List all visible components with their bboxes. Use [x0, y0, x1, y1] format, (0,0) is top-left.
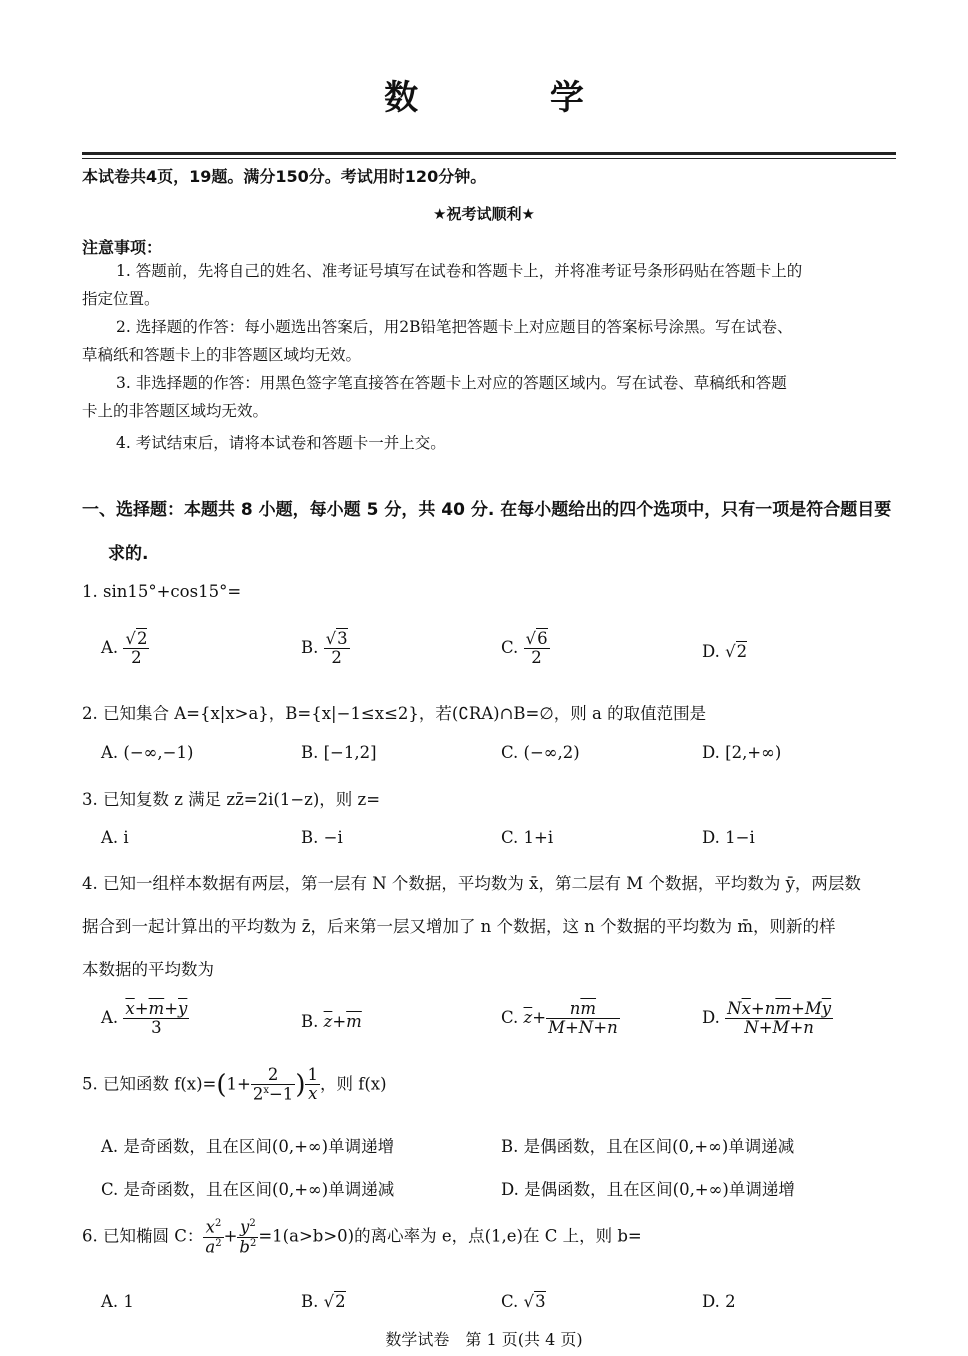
q6-stem-post: =1(a>b>0)的离心率为 e，点(1,e)在 C 上，则 b= [258, 1226, 642, 1246]
q4-option-d: D. $\frac{N\overline{x}+n\overline{m}+M\overline{y}}{N+M+n}$ [702, 999, 832, 1038]
q1-option-b: B. $\frac{√3}{2}$ [301, 629, 348, 668]
question-3-stem: 3. 已知复数 z 满足 zz̄=2i(1−z)，则 z= [82, 790, 381, 809]
option-label: C. [501, 1292, 519, 1311]
q3-option-a: A. i [101, 828, 129, 847]
q6-option-a: A. 1 [101, 1292, 134, 1311]
q1-option-a: A. $\frac{√2}{2}$ [101, 629, 148, 668]
q6-option-d: D. 2 [702, 1292, 736, 1311]
q3-option-d: D. 1−i [702, 828, 755, 847]
page-footer: 数学试卷 第 1 页(共 4 页) [385, 1330, 583, 1349]
q4-option-b: B. $\overline{z}+\overline{m}$ [301, 1012, 362, 1031]
question-4-line: 据合到一起计算出的平均数为 z̄，后来第一层又增加了 n 个数据，这 n 个数据的平均数为 m̄，则新的样 [82, 917, 836, 936]
notice-item: 1. 答题前，先将自己的姓名、准考证号填写在试卷和答题卡上，并将准考证号条形码贴在答题卡上的 [116, 262, 803, 280]
option-label: B. [301, 638, 319, 658]
notice-item: 指定位置。 [82, 290, 160, 308]
notice-item: 卡上的非答题区域均无效。 [82, 402, 269, 420]
q6-option-b: B. √2 [301, 1292, 346, 1311]
q2-option-d: D. [2,+∞) [702, 743, 782, 762]
q5-option-a: A. 是奇函数，且在区间(0,+∞)单调递增 [101, 1137, 395, 1156]
notice-item: 草稿纸和答题卡上的非答题区域均无效。 [82, 346, 362, 364]
q5-option-c: C. 是奇函数，且在区间(0,+∞)单调递减 [101, 1180, 395, 1199]
q1-option-d: D. √2 [702, 642, 748, 661]
question-6-stem: 6. 已知椭圆 C： $\frac{x^2}{a^2}$ + $\frac{y^2}{b^2}$ =1(a>b>0)的离心率为 e，点(1,e)在 C 上，则 b= [82, 1217, 642, 1257]
q4-option-c: C. $\overline{z}+$ $\frac{n\overline{m}}{M+N+n}$ [501, 999, 618, 1038]
q5-stem-post: ，则 f(x) [319, 1074, 387, 1094]
q5-option-b: B. 是偶函数，且在区间(0,+∞)单调递减 [501, 1137, 795, 1156]
section-heading-cont: 求的. [108, 544, 149, 564]
option-label: D. [702, 642, 720, 661]
q6-option-c: C. √3 [501, 1292, 546, 1311]
q2-option-b: B. [−1,2] [301, 743, 377, 762]
question-1-stem: 1. sin15°+cos15°= [82, 582, 242, 601]
question-4-line: 4. 已知一组样本数据有两层，第一层有 N 个数据，平均数为 x̄，第二层有 M 个数据，平均数为 ȳ，两层数 [82, 874, 861, 893]
good-luck-banner: ★祝考试顺利★ [433, 205, 535, 223]
page-title: 数 学 [384, 78, 644, 118]
q3-option-b: B. −i [301, 828, 343, 847]
q1-option-c: C. $\frac{√6}{2}$ [501, 629, 548, 668]
question-4-line: 本数据的平均数为 [82, 960, 214, 979]
option-label: B. [301, 1292, 319, 1311]
option-label: C. [501, 638, 519, 658]
q4-option-a: A. $\frac{\overline{x}+\overline{m}+\overline{y}}{3}$ [101, 999, 188, 1038]
header-rule-thick [82, 152, 896, 155]
notice-item: 3. 非选择题的作答：用黑色签字笔直接答在答题卡上对应的答题区域内。写在试卷、草稿纸和答题 [116, 374, 787, 392]
q6-stem-pre: 6. 已知椭圆 C： [82, 1226, 204, 1246]
exam-info: 本试卷共4页，19题。满分150分。考试用时120分钟。 [82, 167, 487, 186]
question-5-stem: 5. 已知函数 f(x)=(1+ $\frac{2}{2^x-1}$ ) $\frac{1}{x}$ ，则 f(x) [82, 1065, 387, 1104]
section-heading: 一、选择题：本题共 8 小题，每小题 5 分，共 40 分. 在每小题给出的四个选项中，只有一项是符合题目要 [82, 500, 892, 520]
question-2-stem: 2. 已知集合 A={x|x>a}，B={x|−1≤x≤2}，若(∁RA)∩B=∅，则 a 的取值范围是 [82, 704, 707, 723]
notice-item: 4. 考试结束后，请将本试卷和答题卡一并上交。 [116, 434, 446, 452]
q2-option-a: A. (−∞,−1) [101, 743, 194, 762]
notice-heading: 注意事项： [82, 238, 163, 257]
q3-option-c: C. 1+i [501, 828, 554, 847]
notice-item: 2. 选择题的作答：每小题选出答案后，用2B铅笔把答题卡上对应题目的答案标号涂黑。写在试卷、 [116, 318, 793, 336]
header-rule-thin [82, 158, 896, 159]
option-label: A. [101, 638, 119, 658]
q5-option-d: D. 是偶函数，且在区间(0,+∞)单调递增 [501, 1180, 795, 1199]
q2-option-c: C. (−∞,2) [501, 743, 580, 762]
q5-stem-pre: 5. 已知函数 f(x)= [82, 1074, 217, 1094]
